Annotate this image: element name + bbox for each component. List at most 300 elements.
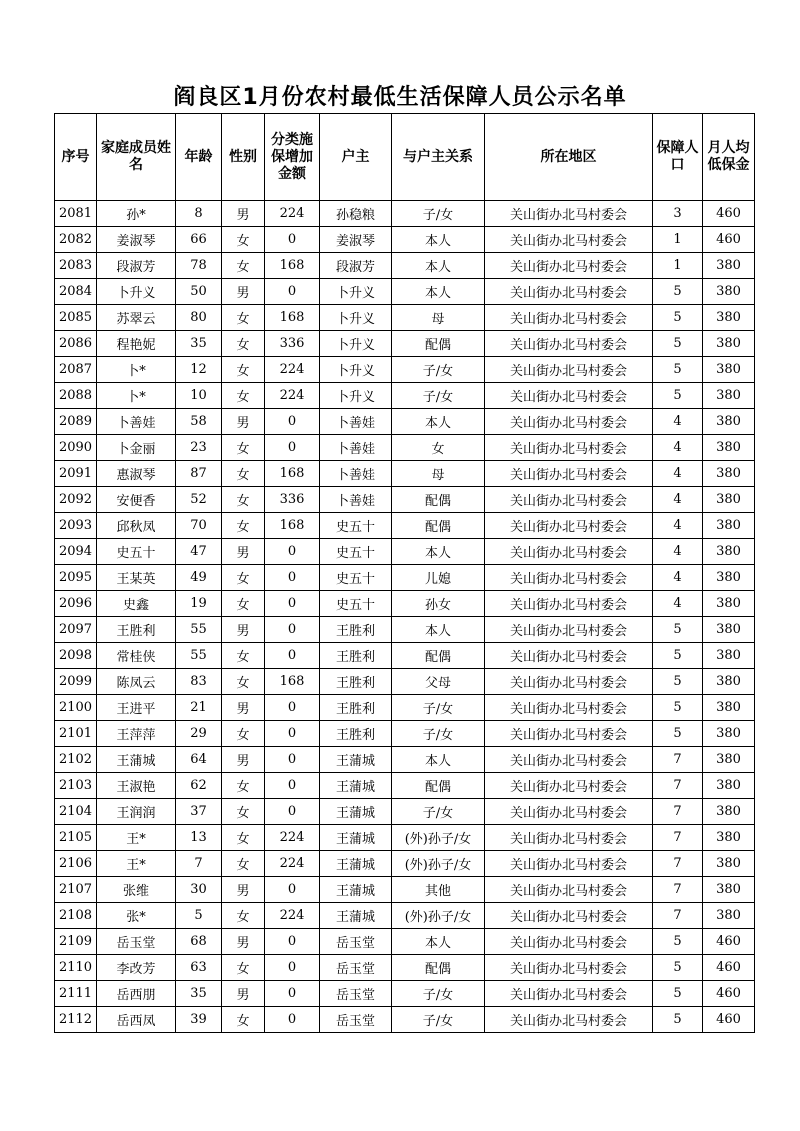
- gender-cell: 女: [222, 383, 265, 409]
- region-cell: 关山街办北马村委会: [485, 1007, 653, 1033]
- age-cell: 8: [176, 201, 222, 227]
- table-row: [55, 331, 755, 357]
- region-cell: 关山街办北马村委会: [485, 201, 653, 227]
- index-cell: 2107: [55, 877, 97, 903]
- relation-cell: (外)孙子/女: [392, 825, 485, 851]
- relation-cell: 母: [392, 305, 485, 331]
- table-row: [55, 201, 755, 227]
- region-cell: 关山街办北马村委会: [485, 825, 653, 851]
- table-row: [55, 305, 755, 331]
- age-cell: 55: [176, 643, 222, 669]
- covered-people-cell: 5: [653, 305, 703, 331]
- covered-people-cell: 5: [653, 955, 703, 981]
- col-header-householder: 户主: [320, 114, 392, 201]
- householder-cell: 岳玉堂: [320, 981, 392, 1007]
- monthly-allowance-cell: 380: [703, 461, 755, 487]
- name-cell: 苏翠云: [97, 305, 176, 331]
- age-cell: 19: [176, 591, 222, 617]
- table-row: [55, 617, 755, 643]
- region-cell: 关山街办北马村委会: [485, 903, 653, 929]
- name-cell: 王蒲城: [97, 747, 176, 773]
- monthly-allowance-cell: 460: [703, 227, 755, 253]
- name-cell: 卜善娃: [97, 409, 176, 435]
- householder-cell: 史五十: [320, 539, 392, 565]
- covered-people-cell: 3: [653, 201, 703, 227]
- table-row: [55, 591, 755, 617]
- householder-cell: 王胜利: [320, 721, 392, 747]
- covered-people-cell: 1: [653, 227, 703, 253]
- householder-cell: 卜善娃: [320, 409, 392, 435]
- householder-cell: 卜善娃: [320, 435, 392, 461]
- region-cell: 关山街办北马村委会: [485, 435, 653, 461]
- index-cell: 2100: [55, 695, 97, 721]
- region-cell: 关山街办北马村委会: [485, 409, 653, 435]
- covered-people-cell: 5: [653, 669, 703, 695]
- extra-amount-cell: 336: [265, 331, 320, 357]
- gender-cell: 女: [222, 955, 265, 981]
- relation-cell: 本人: [392, 279, 485, 305]
- covered-people-cell: 5: [653, 357, 703, 383]
- relation-cell: 母: [392, 461, 485, 487]
- gender-cell: 男: [222, 539, 265, 565]
- relation-cell: 女: [392, 435, 485, 461]
- monthly-allowance-cell: 380: [703, 617, 755, 643]
- covered-people-cell: 4: [653, 513, 703, 539]
- name-cell: 王胜利: [97, 617, 176, 643]
- householder-cell: 卜升义: [320, 357, 392, 383]
- region-cell: 关山街办北马村委会: [485, 565, 653, 591]
- region-cell: 关山街办北马村委会: [485, 747, 653, 773]
- extra-amount-cell: 0: [265, 643, 320, 669]
- relation-cell: 本人: [392, 409, 485, 435]
- age-cell: 13: [176, 825, 222, 851]
- relation-cell: 配偶: [392, 513, 485, 539]
- covered-people-cell: 7: [653, 903, 703, 929]
- region-cell: 关山街办北马村委会: [485, 981, 653, 1007]
- age-cell: 5: [176, 903, 222, 929]
- covered-people-cell: 4: [653, 565, 703, 591]
- covered-people-cell: 7: [653, 799, 703, 825]
- covered-people-cell: 1: [653, 253, 703, 279]
- name-cell: 王*: [97, 825, 176, 851]
- relation-cell: 配偶: [392, 773, 485, 799]
- index-cell: 2109: [55, 929, 97, 955]
- relation-cell: (外)孙子/女: [392, 903, 485, 929]
- index-cell: 2103: [55, 773, 97, 799]
- age-cell: 62: [176, 773, 222, 799]
- monthly-allowance-cell: 380: [703, 253, 755, 279]
- extra-amount-cell: 0: [265, 227, 320, 253]
- age-cell: 58: [176, 409, 222, 435]
- extra-amount-cell: 0: [265, 1007, 320, 1033]
- index-cell: 2093: [55, 513, 97, 539]
- monthly-allowance-cell: 380: [703, 435, 755, 461]
- gender-cell: 女: [222, 461, 265, 487]
- householder-cell: 王蒲城: [320, 877, 392, 903]
- col-header-name: 家庭成员姓名: [97, 114, 176, 201]
- age-cell: 39: [176, 1007, 222, 1033]
- covered-people-cell: 4: [653, 409, 703, 435]
- age-cell: 50: [176, 279, 222, 305]
- age-cell: 78: [176, 253, 222, 279]
- table-header-row: [55, 114, 755, 201]
- index-cell: 2112: [55, 1007, 97, 1033]
- gender-cell: 女: [222, 773, 265, 799]
- name-cell: 常桂侠: [97, 643, 176, 669]
- age-cell: 63: [176, 955, 222, 981]
- gender-cell: 女: [222, 331, 265, 357]
- col-header-covered-people: 保障人口: [653, 114, 703, 201]
- gender-cell: 男: [222, 279, 265, 305]
- relation-cell: (外)孙子/女: [392, 851, 485, 877]
- gender-cell: 女: [222, 253, 265, 279]
- relation-cell: 本人: [392, 747, 485, 773]
- monthly-allowance-cell: 380: [703, 357, 755, 383]
- name-cell: 岳西朋: [97, 981, 176, 1007]
- name-cell: 王润润: [97, 799, 176, 825]
- gender-cell: 女: [222, 227, 265, 253]
- gender-cell: 女: [222, 851, 265, 877]
- index-cell: 2085: [55, 305, 97, 331]
- index-cell: 2094: [55, 539, 97, 565]
- householder-cell: 卜升义: [320, 279, 392, 305]
- monthly-allowance-cell: 380: [703, 721, 755, 747]
- extra-amount-cell: 336: [265, 487, 320, 513]
- householder-cell: 段淑芳: [320, 253, 392, 279]
- covered-people-cell: 4: [653, 487, 703, 513]
- table-row: [55, 279, 755, 305]
- relation-cell: 配偶: [392, 487, 485, 513]
- monthly-allowance-cell: 380: [703, 747, 755, 773]
- extra-amount-cell: 0: [265, 539, 320, 565]
- table-row: [55, 929, 755, 955]
- monthly-allowance-cell: 380: [703, 487, 755, 513]
- name-cell: 陈凤云: [97, 669, 176, 695]
- region-cell: 关山街办北马村委会: [485, 617, 653, 643]
- gender-cell: 女: [222, 513, 265, 539]
- covered-people-cell: 4: [653, 539, 703, 565]
- name-cell: 岳玉堂: [97, 929, 176, 955]
- covered-people-cell: 4: [653, 435, 703, 461]
- extra-amount-cell: 224: [265, 903, 320, 929]
- index-cell: 2090: [55, 435, 97, 461]
- extra-amount-cell: 0: [265, 565, 320, 591]
- table-row: [55, 227, 755, 253]
- relation-cell: 孙女: [392, 591, 485, 617]
- name-cell: 惠淑琴: [97, 461, 176, 487]
- gender-cell: 男: [222, 695, 265, 721]
- region-cell: 关山街办北马村委会: [485, 279, 653, 305]
- table-row: [55, 695, 755, 721]
- region-cell: 关山街办北马村委会: [485, 591, 653, 617]
- name-cell: 史五十: [97, 539, 176, 565]
- table-row: [55, 253, 755, 279]
- monthly-allowance-cell: 380: [703, 565, 755, 591]
- index-cell: 2087: [55, 357, 97, 383]
- householder-cell: 岳玉堂: [320, 929, 392, 955]
- gender-cell: 女: [222, 435, 265, 461]
- monthly-allowance-cell: 380: [703, 591, 755, 617]
- table-row: [55, 513, 755, 539]
- relation-cell: 本人: [392, 227, 485, 253]
- gender-cell: 男: [222, 981, 265, 1007]
- index-cell: 2088: [55, 383, 97, 409]
- extra-amount-cell: 0: [265, 591, 320, 617]
- gender-cell: 男: [222, 929, 265, 955]
- region-cell: 关山街办北马村委会: [485, 643, 653, 669]
- index-cell: 2108: [55, 903, 97, 929]
- table-row: [55, 669, 755, 695]
- name-cell: 王淑艳: [97, 773, 176, 799]
- col-header-index: 序号: [55, 114, 97, 201]
- region-cell: 关山街办北马村委会: [485, 799, 653, 825]
- monthly-allowance-cell: 380: [703, 305, 755, 331]
- gender-cell: 女: [222, 1007, 265, 1033]
- gender-cell: 女: [222, 305, 265, 331]
- region-cell: 关山街办北马村委会: [485, 487, 653, 513]
- index-cell: 2089: [55, 409, 97, 435]
- age-cell: 66: [176, 227, 222, 253]
- relation-cell: 子/女: [392, 383, 485, 409]
- name-cell: 卜*: [97, 357, 176, 383]
- region-cell: 关山街办北马村委会: [485, 773, 653, 799]
- monthly-allowance-cell: 380: [703, 513, 755, 539]
- gender-cell: 女: [222, 799, 265, 825]
- householder-cell: 岳玉堂: [320, 1007, 392, 1033]
- relation-cell: 子/女: [392, 357, 485, 383]
- age-cell: 37: [176, 799, 222, 825]
- gender-cell: 女: [222, 903, 265, 929]
- gender-cell: 女: [222, 487, 265, 513]
- index-cell: 2098: [55, 643, 97, 669]
- monthly-allowance-cell: 460: [703, 981, 755, 1007]
- region-cell: 关山街办北马村委会: [485, 539, 653, 565]
- householder-cell: 姜淑琴: [320, 227, 392, 253]
- householder-cell: 王蒲城: [320, 825, 392, 851]
- age-cell: 64: [176, 747, 222, 773]
- col-header-relation: 与户主关系: [392, 114, 485, 201]
- householder-cell: 王胜利: [320, 643, 392, 669]
- covered-people-cell: 5: [653, 383, 703, 409]
- region-cell: 关山街办北马村委会: [485, 669, 653, 695]
- relation-cell: 本人: [392, 929, 485, 955]
- table-row: [55, 383, 755, 409]
- col-header-age: 年龄: [176, 114, 222, 201]
- name-cell: 王进平: [97, 695, 176, 721]
- region-cell: 关山街办北马村委会: [485, 721, 653, 747]
- age-cell: 52: [176, 487, 222, 513]
- index-cell: 2091: [55, 461, 97, 487]
- householder-cell: 卜升义: [320, 331, 392, 357]
- name-cell: 卜升义: [97, 279, 176, 305]
- name-cell: 程艳妮: [97, 331, 176, 357]
- extra-amount-cell: 168: [265, 305, 320, 331]
- covered-people-cell: 7: [653, 877, 703, 903]
- gender-cell: 男: [222, 747, 265, 773]
- name-cell: 孙*: [97, 201, 176, 227]
- extra-amount-cell: 224: [265, 383, 320, 409]
- name-cell: 卜金丽: [97, 435, 176, 461]
- gender-cell: 女: [222, 357, 265, 383]
- table-body: [55, 201, 755, 1033]
- table-row: [55, 409, 755, 435]
- extra-amount-cell: 0: [265, 929, 320, 955]
- index-cell: 2095: [55, 565, 97, 591]
- extra-amount-cell: 0: [265, 279, 320, 305]
- householder-cell: 卜善娃: [320, 487, 392, 513]
- householder-cell: 卜升义: [320, 305, 392, 331]
- covered-people-cell: 7: [653, 773, 703, 799]
- extra-amount-cell: 168: [265, 253, 320, 279]
- gender-cell: 男: [222, 409, 265, 435]
- table-row: [55, 1007, 755, 1033]
- region-cell: 关山街办北马村委会: [485, 253, 653, 279]
- age-cell: 83: [176, 669, 222, 695]
- covered-people-cell: 5: [653, 981, 703, 1007]
- relation-cell: 本人: [392, 253, 485, 279]
- age-cell: 23: [176, 435, 222, 461]
- index-cell: 2083: [55, 253, 97, 279]
- extra-amount-cell: 0: [265, 877, 320, 903]
- table-row: [55, 825, 755, 851]
- age-cell: 10: [176, 383, 222, 409]
- monthly-allowance-cell: 380: [703, 669, 755, 695]
- name-cell: 张维: [97, 877, 176, 903]
- extra-amount-cell: 0: [265, 955, 320, 981]
- table-row: [55, 981, 755, 1007]
- covered-people-cell: 5: [653, 617, 703, 643]
- monthly-allowance-cell: 380: [703, 799, 755, 825]
- col-header-gender: 性别: [222, 114, 265, 201]
- householder-cell: 王胜利: [320, 617, 392, 643]
- monthly-allowance-cell: 380: [703, 695, 755, 721]
- householder-cell: 王蒲城: [320, 747, 392, 773]
- name-cell: 段淑芳: [97, 253, 176, 279]
- extra-amount-cell: 168: [265, 669, 320, 695]
- extra-amount-cell: 0: [265, 773, 320, 799]
- extra-amount-cell: 0: [265, 721, 320, 747]
- relation-cell: 子/女: [392, 201, 485, 227]
- index-cell: 2099: [55, 669, 97, 695]
- householder-cell: 史五十: [320, 565, 392, 591]
- relation-cell: 儿媳: [392, 565, 485, 591]
- age-cell: 35: [176, 981, 222, 1007]
- table-row: [55, 461, 755, 487]
- monthly-allowance-cell: 460: [703, 929, 755, 955]
- extra-amount-cell: 224: [265, 201, 320, 227]
- monthly-allowance-cell: 380: [703, 903, 755, 929]
- covered-people-cell: 5: [653, 643, 703, 669]
- householder-cell: 王蒲城: [320, 903, 392, 929]
- monthly-allowance-cell: 380: [703, 851, 755, 877]
- age-cell: 35: [176, 331, 222, 357]
- monthly-allowance-cell: 380: [703, 825, 755, 851]
- householder-cell: 卜升义: [320, 383, 392, 409]
- extra-amount-cell: 168: [265, 461, 320, 487]
- table-row: [55, 747, 755, 773]
- index-cell: 2111: [55, 981, 97, 1007]
- region-cell: 关山街办北马村委会: [485, 955, 653, 981]
- relation-cell: 本人: [392, 617, 485, 643]
- householder-cell: 史五十: [320, 591, 392, 617]
- table-row: [55, 435, 755, 461]
- region-cell: 关山街办北马村委会: [485, 461, 653, 487]
- table-row: [55, 799, 755, 825]
- extra-amount-cell: 0: [265, 435, 320, 461]
- name-cell: 王*: [97, 851, 176, 877]
- relation-cell: 父母: [392, 669, 485, 695]
- table-row: [55, 851, 755, 877]
- index-cell: 2084: [55, 279, 97, 305]
- region-cell: 关山街办北马村委会: [485, 383, 653, 409]
- name-cell: 姜淑琴: [97, 227, 176, 253]
- monthly-allowance-cell: 380: [703, 409, 755, 435]
- age-cell: 30: [176, 877, 222, 903]
- index-cell: 2105: [55, 825, 97, 851]
- age-cell: 68: [176, 929, 222, 955]
- region-cell: 关山街办北马村委会: [485, 357, 653, 383]
- name-cell: 安便香: [97, 487, 176, 513]
- householder-cell: 岳玉堂: [320, 955, 392, 981]
- age-cell: 21: [176, 695, 222, 721]
- extra-amount-cell: 224: [265, 851, 320, 877]
- monthly-allowance-cell: 380: [703, 383, 755, 409]
- covered-people-cell: 5: [653, 279, 703, 305]
- table-row: [55, 773, 755, 799]
- table-row: [55, 721, 755, 747]
- monthly-allowance-cell: 460: [703, 955, 755, 981]
- index-cell: 2096: [55, 591, 97, 617]
- gender-cell: 男: [222, 201, 265, 227]
- relation-cell: 配偶: [392, 643, 485, 669]
- householder-cell: 王胜利: [320, 669, 392, 695]
- relation-cell: 子/女: [392, 695, 485, 721]
- extra-amount-cell: 0: [265, 799, 320, 825]
- region-cell: 关山街办北马村委会: [485, 929, 653, 955]
- covered-people-cell: 5: [653, 695, 703, 721]
- extra-amount-cell: 224: [265, 825, 320, 851]
- extra-amount-cell: 0: [265, 617, 320, 643]
- relation-cell: 子/女: [392, 1007, 485, 1033]
- gender-cell: 女: [222, 565, 265, 591]
- covered-people-cell: 5: [653, 721, 703, 747]
- covered-people-cell: 4: [653, 461, 703, 487]
- householder-cell: 王蒲城: [320, 851, 392, 877]
- table-row: [55, 487, 755, 513]
- age-cell: 12: [176, 357, 222, 383]
- name-cell: 邱秋凤: [97, 513, 176, 539]
- householder-cell: 孙稳粮: [320, 201, 392, 227]
- extra-amount-cell: 0: [265, 409, 320, 435]
- name-cell: 卜*: [97, 383, 176, 409]
- gender-cell: 女: [222, 721, 265, 747]
- index-cell: 2102: [55, 747, 97, 773]
- householder-cell: 史五十: [320, 513, 392, 539]
- gender-cell: 女: [222, 643, 265, 669]
- relation-cell: 本人: [392, 539, 485, 565]
- name-cell: 岳西凤: [97, 1007, 176, 1033]
- monthly-allowance-cell: 380: [703, 539, 755, 565]
- gender-cell: 男: [222, 877, 265, 903]
- monthly-allowance-cell: 460: [703, 1007, 755, 1033]
- table-row: [55, 877, 755, 903]
- covered-people-cell: 5: [653, 929, 703, 955]
- index-cell: 2082: [55, 227, 97, 253]
- col-header-extra-amount: 分类施保增加金额: [265, 114, 320, 201]
- col-header-region: 所在地区: [485, 114, 653, 201]
- name-cell: 史鑫: [97, 591, 176, 617]
- name-cell: 张*: [97, 903, 176, 929]
